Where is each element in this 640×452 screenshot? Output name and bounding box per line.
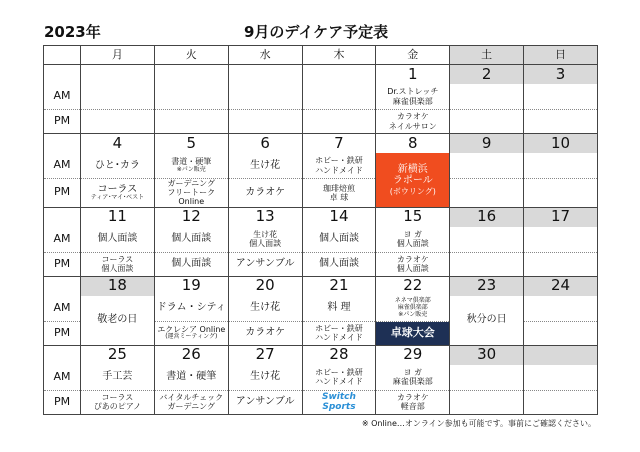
activity-line: 麻雀倶楽部 bbox=[392, 96, 433, 106]
event-cell bbox=[376, 153, 450, 207]
activity-line: 卓 球 bbox=[329, 192, 349, 202]
am-activity-cell bbox=[524, 296, 598, 322]
day-number: 23 bbox=[450, 276, 524, 296]
day-number: 7 bbox=[302, 134, 376, 154]
am-activity-cell bbox=[81, 227, 155, 253]
activity-line: カラオケ bbox=[245, 187, 286, 199]
activity-line: カラオケ bbox=[396, 392, 429, 402]
pm-activity-cell bbox=[450, 179, 524, 208]
activity-line: 個人面談 bbox=[171, 233, 212, 245]
pm-activity-cell bbox=[154, 321, 228, 345]
day-number: 27 bbox=[228, 345, 302, 365]
activity-line: 個人面談 bbox=[249, 239, 282, 249]
activity-line: 個人面談 bbox=[318, 258, 359, 270]
day-number bbox=[228, 65, 302, 85]
row-label-blank bbox=[44, 345, 81, 365]
day-number: 29 bbox=[376, 345, 450, 365]
am-activity-cell bbox=[302, 227, 376, 253]
pm-activity-cell bbox=[302, 252, 376, 276]
activity-line: 生け花 bbox=[250, 302, 281, 314]
am-activity-cell bbox=[450, 84, 524, 110]
pm-activity-cell bbox=[524, 179, 598, 208]
pm-activity-cell bbox=[81, 179, 155, 208]
pm-activity-cell bbox=[302, 179, 376, 208]
week-row-pm bbox=[44, 179, 598, 208]
day-number: 9 bbox=[450, 134, 524, 154]
activity-line: コーラス bbox=[101, 254, 134, 264]
weekday-wed: 水 bbox=[228, 46, 302, 65]
am-label: AM bbox=[44, 296, 81, 322]
day-number bbox=[81, 65, 155, 85]
week-row-number bbox=[44, 345, 598, 365]
activity-line: フリートーク Online bbox=[167, 188, 216, 207]
pm-activity-cell bbox=[154, 390, 228, 414]
activity-line: ガーデニング bbox=[167, 402, 216, 412]
week-row-pm bbox=[44, 390, 598, 414]
am-activity-cell bbox=[81, 365, 155, 391]
holiday-cell: 秋分の日 bbox=[450, 296, 524, 346]
activity-line: ホビー・鉄研 bbox=[315, 156, 363, 166]
am-label: AM bbox=[44, 84, 81, 110]
am-activity-cell bbox=[154, 227, 228, 253]
pm-activity-cell bbox=[524, 321, 598, 345]
am-activity-cell bbox=[228, 365, 302, 391]
pm-activity-cell bbox=[450, 110, 524, 134]
activity-line: 麻雀倶楽部 bbox=[392, 377, 433, 387]
pm-activity-cell bbox=[524, 390, 598, 414]
week-row-am bbox=[44, 296, 598, 322]
activity-line: 生け花 bbox=[250, 159, 281, 171]
am-activity-cell bbox=[228, 84, 302, 110]
day-number: 11 bbox=[81, 207, 155, 227]
activity-line: ラポール bbox=[392, 175, 433, 187]
week-row-am bbox=[44, 365, 598, 391]
pm-activity-cell bbox=[302, 390, 376, 414]
schedule-table bbox=[43, 45, 598, 415]
week-row-am bbox=[44, 153, 598, 179]
am-activity-cell bbox=[302, 84, 376, 110]
day-number: 6 bbox=[228, 134, 302, 154]
am-activity-cell bbox=[376, 227, 450, 253]
pm-label: PM bbox=[44, 321, 81, 345]
am-activity-cell bbox=[376, 84, 450, 110]
pm-activity-cell bbox=[154, 179, 228, 208]
activity-line: アンサンブル bbox=[235, 396, 295, 408]
activity-line: ヨ ガ bbox=[403, 229, 423, 239]
activity-line: 個人面談 bbox=[396, 239, 429, 249]
week-row-number bbox=[44, 134, 598, 154]
day-number: 16 bbox=[450, 207, 524, 227]
am-label: AM bbox=[44, 365, 81, 391]
week-row-am bbox=[44, 227, 598, 253]
pm-activity-cell bbox=[376, 110, 450, 134]
activity-line: 個人面談 bbox=[396, 264, 429, 274]
pm-activity-cell bbox=[524, 110, 598, 134]
activity-line: カラオケ bbox=[396, 112, 429, 122]
week-row-pm bbox=[44, 110, 598, 134]
activity-line: ホビー・鉄研 bbox=[315, 323, 363, 333]
day-number: 10 bbox=[524, 134, 598, 154]
activity-line: ホビー・鉄研 bbox=[315, 367, 363, 377]
activity-line: ガーデニング bbox=[167, 179, 216, 188]
activity-line: 生け花 bbox=[250, 371, 281, 383]
activity-line: カラオケ bbox=[245, 327, 286, 339]
week-row-pm bbox=[44, 252, 598, 276]
pm-activity-cell bbox=[302, 321, 376, 345]
pm-activity-cell bbox=[376, 390, 450, 414]
weekday-sat: 土 bbox=[450, 46, 524, 65]
pm-activity-cell bbox=[81, 252, 155, 276]
day-number: 4 bbox=[81, 134, 155, 154]
activity-line: カラオケ bbox=[396, 254, 429, 264]
day-number: 19 bbox=[154, 276, 228, 296]
day-number: 13 bbox=[228, 207, 302, 227]
pm-activity-cell bbox=[154, 252, 228, 276]
pm-activity-cell bbox=[81, 110, 155, 134]
day-number: 17 bbox=[524, 207, 598, 227]
activity-line: 卓球大会 bbox=[390, 325, 435, 339]
am-label: AM bbox=[44, 153, 81, 179]
weekday-header-row bbox=[44, 46, 598, 65]
weekday-thu: 木 bbox=[302, 46, 376, 65]
activity-line: アンサンブル bbox=[235, 258, 295, 270]
year-label: 2023年 bbox=[44, 23, 101, 41]
activity-line: 書道・硬筆 bbox=[166, 371, 217, 383]
day-number: 24 bbox=[524, 276, 598, 296]
activity-line: エクレシア Online bbox=[157, 325, 226, 335]
holiday-cell: 敬老の日 bbox=[81, 296, 155, 346]
week-row-am bbox=[44, 84, 598, 110]
pm-activity-cell bbox=[302, 110, 376, 134]
activity-line: ネイルサロン bbox=[388, 121, 437, 131]
am-activity-cell bbox=[154, 365, 228, 391]
day-number: 22 bbox=[376, 276, 450, 296]
activity-line: 生け花 bbox=[253, 229, 278, 239]
day-number: 18 bbox=[81, 276, 155, 296]
am-activity-cell bbox=[228, 153, 302, 179]
pm-label: PM bbox=[44, 179, 81, 208]
weekday-mon: 月 bbox=[81, 46, 155, 65]
activity-line: 麻雀倶楽部 bbox=[397, 303, 428, 311]
day-number: 21 bbox=[302, 276, 376, 296]
weekday-sun: 日 bbox=[524, 46, 598, 65]
day-number: 8 bbox=[376, 134, 450, 154]
pm-activity-cell bbox=[450, 390, 524, 414]
calendar-body bbox=[44, 65, 598, 415]
day-number: 3 bbox=[524, 65, 598, 85]
activity-line: ぴあのピアノ bbox=[93, 402, 142, 412]
day-number: 1 bbox=[376, 65, 450, 85]
am-activity-cell bbox=[154, 84, 228, 110]
activity-line: 料 理 bbox=[327, 302, 351, 314]
activity-line: 書道・硬筆 bbox=[171, 157, 212, 167]
activity-line: Sports bbox=[322, 402, 356, 413]
activity-line: バイタルチェック bbox=[159, 392, 224, 402]
day-number: 12 bbox=[154, 207, 228, 227]
activity-line: 新横浜 bbox=[397, 163, 428, 175]
day-number: 2 bbox=[450, 65, 524, 85]
pm-activity-cell bbox=[524, 252, 598, 276]
activity-line: (ボウリング) bbox=[389, 186, 436, 196]
am-activity-cell bbox=[81, 84, 155, 110]
activity-line: ハンドメイド bbox=[315, 377, 363, 387]
am-activity-cell bbox=[228, 296, 302, 322]
day-number: 25 bbox=[81, 345, 155, 365]
activity-line: ティア･マイ･ベスト bbox=[90, 194, 145, 202]
activity-line: 個人面談 bbox=[171, 258, 212, 270]
weekday-tue: 火 bbox=[154, 46, 228, 65]
activity-line: 個人面談 bbox=[318, 233, 359, 245]
pm-activity-cell bbox=[228, 110, 302, 134]
pm-label: PM bbox=[44, 110, 81, 134]
activity-line: ハンドメイド bbox=[315, 333, 363, 343]
activity-line: 手工芸 bbox=[102, 371, 133, 383]
activity-line: コーラス bbox=[101, 392, 134, 402]
pm-activity-cell bbox=[81, 390, 155, 414]
day-number bbox=[524, 345, 598, 365]
day-number: 20 bbox=[228, 276, 302, 296]
am-activity-cell bbox=[524, 365, 598, 391]
am-activity-cell bbox=[302, 296, 376, 322]
row-label-blank bbox=[44, 207, 81, 227]
activity-line: ひと･カラ bbox=[94, 159, 140, 171]
week-row-number bbox=[44, 65, 598, 85]
day-number: 5 bbox=[154, 134, 228, 154]
row-label-blank bbox=[44, 276, 81, 296]
activity-line: ヨ ガ bbox=[403, 367, 423, 377]
pm-activity-cell bbox=[154, 110, 228, 134]
pm-label: PM bbox=[44, 390, 81, 414]
am-activity-cell bbox=[524, 84, 598, 110]
am-activity-cell bbox=[376, 296, 450, 322]
pm-label: PM bbox=[44, 252, 81, 276]
page-title: 9月のデイケア予定表 bbox=[244, 23, 389, 41]
am-activity-cell bbox=[228, 227, 302, 253]
activity-line: ※パン販売 bbox=[398, 310, 428, 318]
pm-activity-cell bbox=[450, 252, 524, 276]
activity-line: 個人面談 bbox=[97, 233, 138, 245]
am-label: AM bbox=[44, 227, 81, 253]
am-activity-cell bbox=[376, 365, 450, 391]
week-row-number bbox=[44, 207, 598, 227]
am-activity-cell bbox=[450, 153, 524, 179]
activity-line: 個人面談 bbox=[101, 264, 134, 274]
pm-activity-cell bbox=[376, 252, 450, 276]
online-note: ※ Online…オンライン参加も可能です。事前にご確認ください。 bbox=[361, 419, 596, 428]
event-cell bbox=[376, 321, 450, 345]
weekday-fri: 金 bbox=[376, 46, 450, 65]
day-number bbox=[154, 65, 228, 85]
activity-line: ドラム・シティ bbox=[156, 302, 226, 314]
day-number: 15 bbox=[376, 207, 450, 227]
am-activity-cell bbox=[450, 365, 524, 391]
activity-line: ※パン販売 bbox=[176, 165, 206, 173]
am-activity-cell bbox=[81, 153, 155, 179]
activity-line: 珈琲焙煎 bbox=[322, 183, 355, 193]
pm-activity-cell bbox=[228, 252, 302, 276]
pm-activity-cell bbox=[228, 321, 302, 345]
day-number: 26 bbox=[154, 345, 228, 365]
am-activity-cell bbox=[524, 153, 598, 179]
am-activity-cell bbox=[450, 227, 524, 253]
activity-line: コーラス bbox=[97, 183, 138, 195]
am-activity-cell bbox=[302, 365, 376, 391]
activity-line: (運営ミーティング) bbox=[165, 333, 218, 341]
am-activity-cell bbox=[524, 227, 598, 253]
pm-activity-cell bbox=[228, 179, 302, 208]
day-number bbox=[302, 65, 376, 85]
am-activity-cell bbox=[154, 296, 228, 322]
row-label-blank bbox=[44, 65, 81, 85]
corner-cell bbox=[44, 46, 81, 65]
pm-activity-cell bbox=[228, 390, 302, 414]
day-number: 14 bbox=[302, 207, 376, 227]
am-activity-cell bbox=[154, 153, 228, 179]
activity-line: ネネマ倶楽部 bbox=[394, 296, 431, 304]
day-number: 30 bbox=[450, 345, 524, 365]
day-number: 28 bbox=[302, 345, 376, 365]
week-row-number bbox=[44, 276, 598, 296]
activity-line: 軽音部 bbox=[400, 402, 425, 412]
row-label-blank bbox=[44, 134, 81, 154]
activity-line: Dr.ストレッチ bbox=[387, 87, 439, 97]
am-activity-cell bbox=[302, 153, 376, 179]
activity-line: Switch bbox=[321, 391, 356, 402]
activity-line: ハンドメイド bbox=[315, 165, 363, 175]
